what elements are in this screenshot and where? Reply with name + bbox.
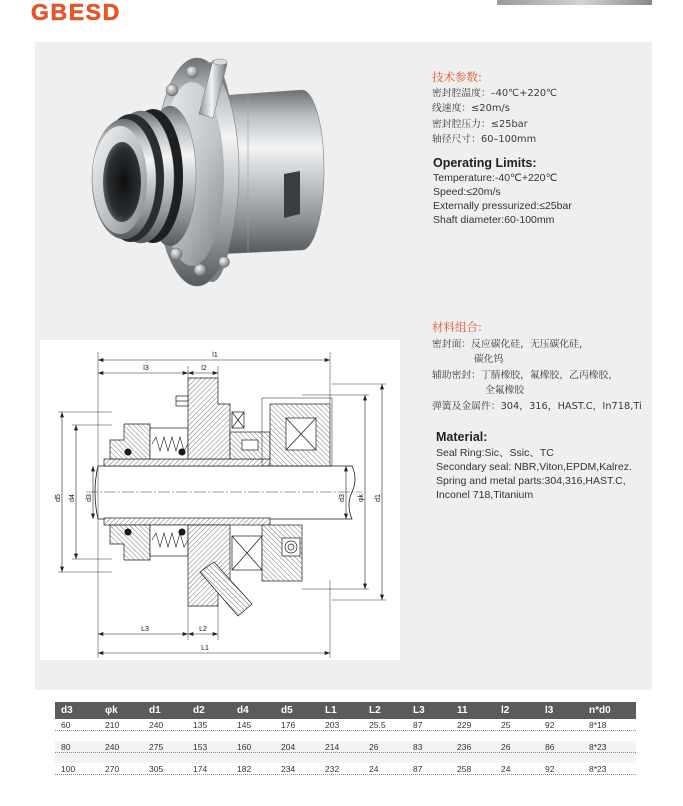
spec-table-body [55, 719, 636, 785]
table-cell: 174 [193, 764, 208, 774]
table-row [55, 741, 636, 763]
operating-limits-cn-list [432, 86, 557, 148]
material-en-heading: Material: [436, 430, 488, 444]
technical-drawing [40, 340, 400, 660]
operating-limits-en-list [433, 171, 572, 227]
table-header-cell: d4 [237, 705, 249, 716]
table-header-cell: d5 [281, 705, 293, 716]
table-cell: 232 [325, 764, 340, 774]
product-photo [80, 50, 340, 300]
label-L3: L3 [141, 626, 149, 633]
table-cell: 153 [193, 742, 208, 752]
table-cell: 160 [237, 742, 252, 752]
table-header-cell: L1 [325, 705, 337, 716]
material-cn-heading: 材料组合: [432, 320, 482, 334]
label-L2: L2 [199, 626, 207, 633]
material-line: Spring and metal parts:304,316,HAST.C, [436, 475, 626, 487]
table-header-cell: d3 [61, 705, 73, 716]
table-cell: 258 [457, 764, 472, 774]
material-line: 碳化钨 [474, 354, 504, 366]
spec-line: 密封腔压力：≤25bar [432, 118, 528, 130]
spec-line: 线速度：≤20m/s [432, 103, 510, 115]
label-d4: d4 [69, 494, 76, 502]
material-line: 全氟橡胶 [485, 385, 525, 397]
table-row [55, 763, 636, 785]
table-header-cell: d2 [193, 705, 205, 716]
table-cell: 25.5 [369, 720, 386, 730]
table-cell: 24 [369, 764, 379, 774]
dimension-table [55, 702, 636, 785]
label-d1: d1 [375, 494, 382, 502]
table-cell: 270 [105, 764, 120, 774]
header-image-strip [497, 0, 652, 5]
table-cell: 25 [501, 720, 511, 730]
operating-limits-cn-heading: 技术参数: [432, 70, 482, 84]
table-cell: 87 [413, 720, 423, 730]
label-l3: l3 [143, 365, 149, 372]
table-cell: 240 [105, 742, 120, 752]
spec-line: Temperature:-40℃+220℃ [433, 172, 558, 184]
table-row [55, 719, 636, 741]
table-cell: 236 [457, 742, 472, 752]
spec-line: 密封腔温度：–40℃+220℃ [432, 88, 558, 99]
table-cell: 8*23 [589, 742, 607, 752]
material-line: 弹簧及金属件：304，316，HAST.C，In718,Ti [432, 400, 642, 412]
table-cell: 182 [237, 764, 252, 774]
material-line: Secondary seal: NBR,Viton,EPDM,Kalrez. [436, 461, 632, 473]
table-header-cell: l2 [501, 705, 510, 716]
table-cell: 92 [545, 764, 555, 774]
label-d3-left: d3 [86, 494, 93, 502]
table-cell: 87 [413, 764, 423, 774]
table-cell: 26 [369, 742, 379, 752]
table-cell: 86 [545, 742, 555, 752]
table-cell: 275 [149, 742, 164, 752]
table-cell: 234 [281, 764, 296, 774]
spec-line: Speed:≤20m/s [433, 186, 501, 198]
label-d5: d5 [55, 494, 62, 502]
table-header-cell: l3 [545, 705, 554, 716]
material-line: 辅助密封：丁腈橡胶，氟橡胶，乙丙橡胶， [432, 369, 619, 381]
brand-logo: GBESD [31, 0, 121, 25]
table-header-cell: L3 [413, 705, 425, 716]
operating-limits-en-heading: Operating Limits: [433, 156, 537, 170]
label-d3-right: d3 [339, 494, 346, 502]
table-cell: 145 [237, 720, 252, 730]
table-cell: 92 [545, 720, 555, 730]
table-cell: 210 [105, 720, 120, 730]
table-header-cell: n*d0 [589, 705, 611, 716]
table-cell: 305 [149, 764, 164, 774]
spec-table-header [55, 702, 636, 719]
table-cell: 214 [325, 742, 340, 752]
material-line: Seal Ring:Sic、Ssic、TC [436, 447, 554, 459]
seal-front-rings [92, 106, 196, 246]
material-line: 密封面：反应碳化硅，无压碳化硅， [432, 339, 589, 350]
label-l1: l1 [212, 352, 218, 359]
table-cell: 203 [325, 720, 340, 730]
table-cell: 100 [61, 764, 76, 774]
label-l2: l2 [201, 365, 207, 372]
table-header-cell: d1 [149, 705, 161, 716]
table-cell: 229 [457, 720, 472, 730]
table-cell: 204 [281, 742, 296, 752]
table-cell: 8*23 [589, 764, 607, 774]
table-header-cell: L2 [369, 705, 381, 716]
table-cell: 83 [413, 742, 423, 752]
table-cell: 135 [193, 720, 208, 730]
spec-line: 轴径尺寸：60–100mm [432, 134, 537, 146]
table-cell: 80 [61, 742, 71, 752]
spec-line: Shaft diameter:60-100mm [433, 214, 555, 226]
table-cell: 60 [61, 720, 71, 730]
material-en-list [436, 446, 632, 502]
table-cell: 8*18 [589, 720, 607, 730]
label-L1: L1 [201, 645, 209, 652]
label-phik: φk [358, 493, 365, 503]
material-cn-list [432, 337, 642, 414]
material-line: Inconel 718,Titanium [436, 489, 534, 501]
table-header-cell: φk [105, 705, 118, 716]
spec-line: Externally pressurized:≤25bar [433, 200, 572, 212]
table-cell: 240 [149, 720, 164, 730]
table-header-cell: 11 [457, 705, 468, 716]
table-cell: 24 [501, 764, 511, 774]
table-cell: 26 [501, 742, 511, 752]
table-cell: 176 [281, 720, 296, 730]
